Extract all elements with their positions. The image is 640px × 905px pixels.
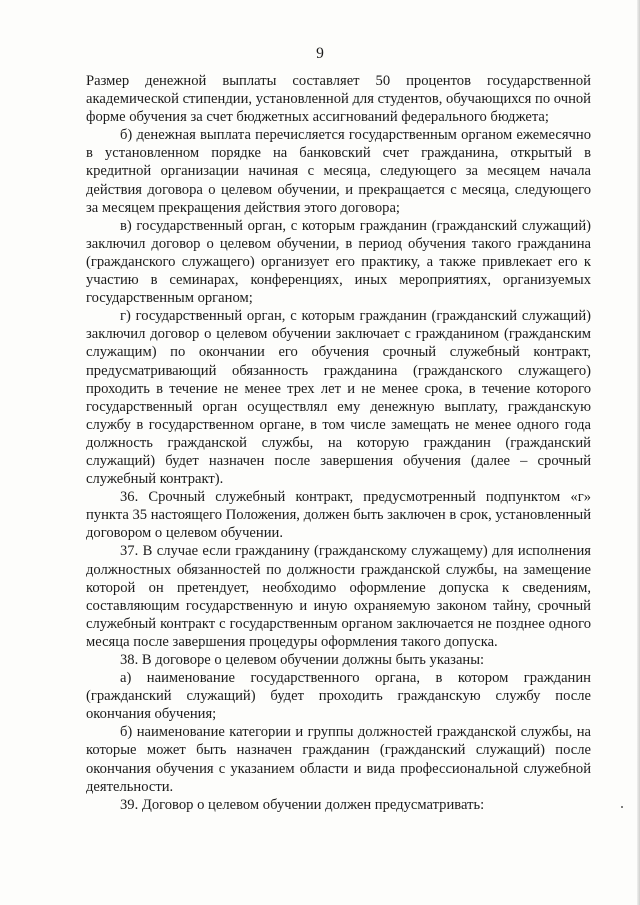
paragraph-37: 37. В случае если гражданину (гражданскому служащему) для исполнения должностных обязанностей по должности гражданской службы, на замещение которой он претендует, необходимо оформление допуска к сведениям, составляющим государственную и иную охраняемую законом тайну, срочный служебный контракт с государственным органом заключается не позднее одного месяца после завершения процедуры оформления такого допуска. [86,543,591,650]
paragraph-item-v-practice: в) государственный орган, с которым гражданин (гражданский служащий) заключил договор о целевом обучении, в период обучения такого гражданина (гражданского служащего) организует его практику, а также привлекает его к участию в семинарах, конференциях, иных мероприятиях, организуемых государственным органом; [86,217,591,307]
paragraph-stipend-amount: Размер денежной выплаты составляет 50 процентов государственной академической стипендии, установленной для студентов, обучающихся по очной форме обучения за счет бюджетных ассигнований федерального бюджета; [86,73,591,126]
scan-speck [621,806,623,808]
paragraph-38: 38. В договоре о целевом обучении должны быть указаны: [120,652,485,668]
paragraph-39: 39. Договор о целевом обучении должен предусматривать: [120,796,485,813]
paragraph-item-b-payment: б) денежная выплата перечисляется государственным органом ежемесячно в установленном порядке на банковский счет гражданина, открытый в кредитной организации начиная с месяца, следующего за месяцем начала действия договора о целевом обучении, и прекращается с месяца, следующего за месяцем прекращения действия этого договора; [86,127,591,216]
document-body [86,72,591,814]
paragraph-item-g-contract: г) государственный орган, с которым гражданин (гражданский служащий) заключил договор о целевом обучении заключает с гражданином (гражданским служащим) по окончании его обучения срочный служебный контракт, предусматривающий обязанность гражданина (гражданского служащего) проходить в течение не менее трех лет и не менее срока, в течение которого государственный орган осуществлял ему денежную выплату, гражданскую службу в государственном органе, в том числе замещать не менее одного года должность гражданской службы, на которую гражданин (гражданский служащий) будет назначен после завершения обучения (далее – срочный служебный контракт). [86,308,591,488]
paragraph-36: 36. Срочный служебный контракт, предусмотренный подпунктом «г» пункта 35 настоящего Положения, должен быть заключен в срок, установленный договором о целевом обучении. [86,489,591,542]
paragraph-38-b: б) наименование категории и группы должностей гражданской службы, на которые может быть назначен гражданин (гражданский служащий) после окончания обучения с указанием области и вида профессиональной служебной деятельности. [86,724,591,795]
paragraph-38-a: а) наименование государственного органа, в котором гражданин (гражданский служащий) будет проходить гражданскую службу после окончания обучения; [86,670,591,723]
page-number: 9 [316,45,324,62]
